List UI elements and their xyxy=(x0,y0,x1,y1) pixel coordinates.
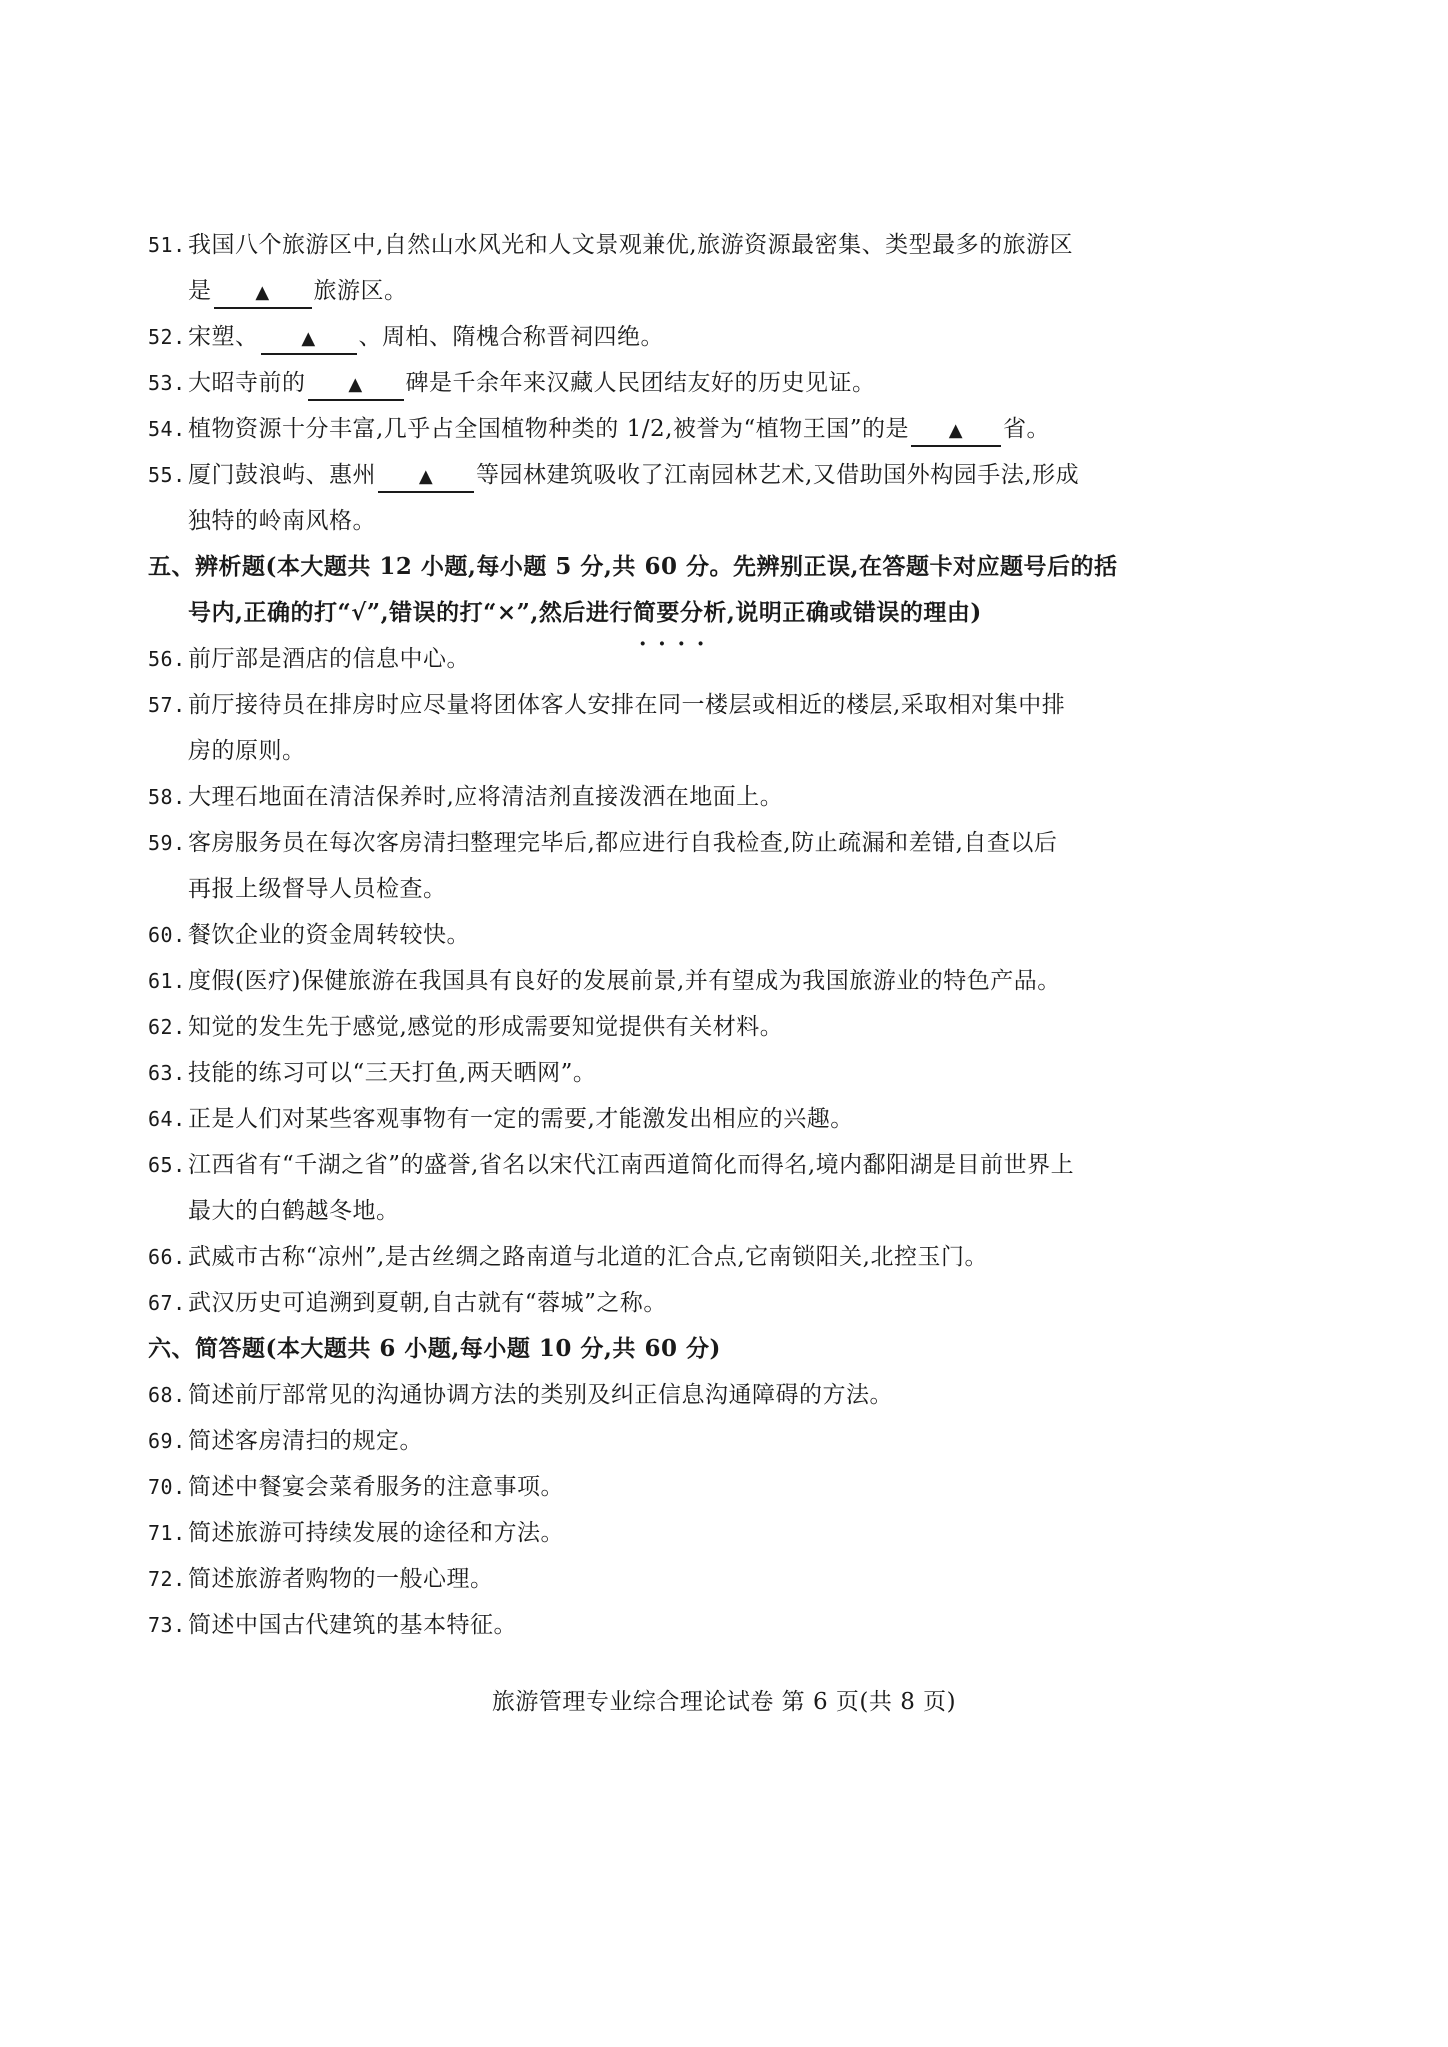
triangle-marker-icon: ▲ xyxy=(255,282,270,303)
emphasis-text: 简要分析 · · xyxy=(633,599,727,626)
question-number: 71. xyxy=(148,1521,186,1545)
question-51-cont xyxy=(148,268,1150,314)
section-heading-text: 六、简答题(本大题共 6 小题,每小题 10 分,共 60 分) xyxy=(148,1335,721,1362)
question-64 xyxy=(148,1096,1150,1142)
question-text: 宋塑、 xyxy=(188,324,259,350)
question-68 xyxy=(148,1372,1150,1418)
question-number: 72. xyxy=(148,1567,186,1591)
question-text: 江西省有“千湖之省”的盛誉,省名以宋代江南西道简化而得名,境内鄱阳湖是目前世界上 xyxy=(188,1152,1075,1178)
section-heading-text: ,说明正确或错误的理由) xyxy=(726,599,982,626)
question-number: 59. xyxy=(148,831,186,855)
question-text: 前厅部是酒店的信息中心。 xyxy=(188,646,470,672)
section-heading-text: 五、辨析题(本大题共 12 小题,每小题 5 分,共 60 分。先辨别正误,在答题卡对应题号后的括 xyxy=(148,553,1118,580)
question-72 xyxy=(148,1556,1150,1602)
answer-blank xyxy=(214,277,312,309)
question-text: 是 xyxy=(188,278,212,304)
section-6-heading xyxy=(148,1326,1150,1372)
question-56 xyxy=(148,636,1150,682)
question-number: 69. xyxy=(148,1429,186,1453)
question-text: 碑是千余年来汉藏人民团结友好的历史见证。 xyxy=(405,370,876,396)
question-58 xyxy=(148,774,1150,820)
answer-blank xyxy=(308,369,404,401)
triangle-marker-icon: ▲ xyxy=(301,328,316,349)
question-text: 房的原则。 xyxy=(188,738,306,764)
question-text: 技能的练习可以“三天打鱼,两天晒网”。 xyxy=(188,1060,597,1086)
question-number: 58. xyxy=(148,785,186,809)
page-footer: 旅游管理专业综合理论试卷 第 6 页(共 8 页) xyxy=(491,1689,957,1715)
question-number: 68. xyxy=(148,1383,186,1407)
question-number: 67. xyxy=(148,1291,186,1315)
exam-content xyxy=(148,222,1150,1648)
question-text: 前厅接待员在排房时应尽量将团体客人安排在同一楼层或相近的楼层,采取相对集中排 xyxy=(188,692,1066,718)
question-70 xyxy=(148,1464,1150,1510)
triangle-marker-icon: ▲ xyxy=(348,374,363,395)
question-text: 旅游区。 xyxy=(313,278,408,304)
question-55-cont xyxy=(148,498,1150,544)
question-text: 最大的白鹤越冬地。 xyxy=(188,1198,400,1224)
question-number: 62. xyxy=(148,1015,186,1039)
question-57 xyxy=(148,682,1150,728)
question-text: 武威市古称“凉州”,是古丝绸之路南道与北道的汇合点,它南锁阳关,北控玉门。 xyxy=(188,1244,988,1270)
question-54 xyxy=(148,406,1150,452)
question-text: 客房服务员在每次客房清扫整理完毕后,都应进行自我检查,防止疏漏和差错,自查以后 xyxy=(188,830,1058,856)
question-text: 、周柏、隋槐合称晋祠四绝。 xyxy=(358,324,664,350)
question-number: 53. xyxy=(148,371,186,395)
question-number: 51. xyxy=(148,233,186,257)
question-59 xyxy=(148,820,1150,866)
question-number: 55. xyxy=(148,463,186,487)
question-number: 70. xyxy=(148,1475,186,1499)
question-text: 简述中国古代建筑的基本特征。 xyxy=(188,1612,517,1638)
section-heading-text: 号内,正确的打“√”,错误的打“×”,然后进行 xyxy=(188,599,633,626)
question-number: 56. xyxy=(148,647,186,671)
question-text: 省。 xyxy=(1002,416,1050,442)
question-59-cont xyxy=(148,866,1150,912)
answer-blank xyxy=(911,415,1001,447)
question-57-cont xyxy=(148,728,1150,774)
answer-blank xyxy=(378,461,474,493)
question-52 xyxy=(148,314,1150,360)
question-61 xyxy=(148,958,1150,1004)
question-text: 简述中餐宴会菜肴服务的注意事项。 xyxy=(188,1474,564,1500)
question-53 xyxy=(148,360,1150,406)
triangle-marker-icon: ▲ xyxy=(418,466,434,487)
question-number: 60. xyxy=(148,923,186,947)
question-number: 73. xyxy=(148,1613,186,1637)
question-text: 简述旅游者购物的一般心理。 xyxy=(188,1566,494,1592)
question-number: 61. xyxy=(148,969,186,993)
question-text: 武汉历史可追溯到夏朝,自古就有“蓉城”之称。 xyxy=(188,1290,667,1316)
triangle-marker-icon: ▲ xyxy=(948,420,964,441)
question-67 xyxy=(148,1280,1150,1326)
question-number: 65. xyxy=(148,1153,186,1177)
question-73 xyxy=(148,1602,1150,1648)
question-69 xyxy=(148,1418,1150,1464)
question-number: 54. xyxy=(148,417,186,441)
question-63 xyxy=(148,1050,1150,1096)
answer-blank xyxy=(261,323,357,355)
question-66 xyxy=(148,1234,1150,1280)
question-51 xyxy=(148,222,1150,268)
question-text: 大昭寺前的 xyxy=(188,370,306,396)
question-65-cont xyxy=(148,1188,1150,1234)
question-text: 我国八个旅游区中,自然山水风光和人文景观兼优,旅游资源最密集、类型最多的旅游区 xyxy=(188,232,1074,258)
question-text: 简述客房清扫的规定。 xyxy=(188,1428,423,1454)
question-number: 57. xyxy=(148,693,186,717)
question-text: 简述前厅部常见的沟通协调方法的类别及纠正信息沟通障碍的方法。 xyxy=(188,1382,893,1408)
question-text: 知觉的发生先于感觉,感觉的形成需要知觉提供有关材料。 xyxy=(188,1014,784,1040)
question-number: 66. xyxy=(148,1245,186,1269)
question-71 xyxy=(148,1510,1150,1556)
section-5-heading-cont xyxy=(148,590,1150,636)
question-text: 独特的岭南风格。 xyxy=(188,508,376,534)
question-text: 大理石地面在清洁保养时,应将清洁剂直接泼洒在地面上。 xyxy=(188,784,784,810)
question-text: 正是人们对某些客观事物有一定的需要,才能激发出相应的兴趣。 xyxy=(188,1106,854,1132)
question-number: 63. xyxy=(148,1061,186,1085)
question-text: 度假(医疗)保健旅游在我国具有良好的发展前景,并有望成为我国旅游业的特色产品。 xyxy=(188,968,1061,994)
question-text: 植物资源十分丰富,几乎占全国植物种类的 1/2,被誉为“植物王国”的是 xyxy=(188,416,909,442)
question-62 xyxy=(148,1004,1150,1050)
question-text: 餐饮企业的资金周转较快。 xyxy=(188,922,470,948)
question-55 xyxy=(148,452,1150,498)
question-text: 简述旅游可持续发展的途径和方法。 xyxy=(188,1520,564,1546)
question-text: 厦门鼓浪屿、惠州 xyxy=(188,462,376,488)
question-number: 52. xyxy=(148,325,186,349)
question-text: 等园林建筑吸收了江南园林艺术,又借助国外构园手法,形成 xyxy=(476,462,1080,488)
question-text: 再报上级督导人员检查。 xyxy=(188,876,447,902)
section-5-heading xyxy=(148,544,1150,590)
question-65 xyxy=(148,1142,1150,1188)
question-number: 64. xyxy=(148,1107,186,1131)
question-60 xyxy=(148,912,1150,958)
